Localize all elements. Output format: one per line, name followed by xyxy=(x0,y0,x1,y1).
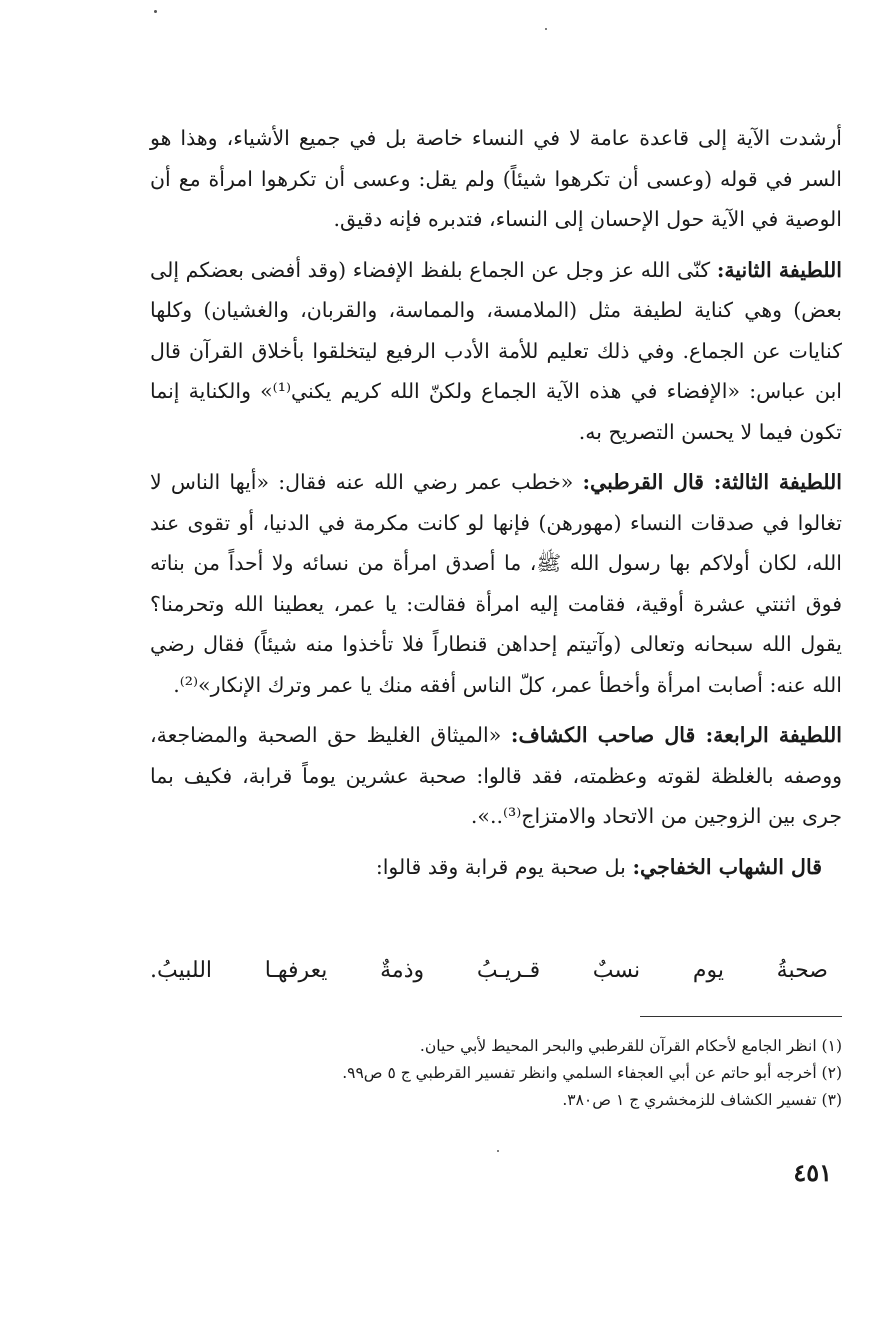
verse-word: نسبٌ xyxy=(592,957,641,983)
paragraph-text: أرشدت الآية إلى قاعدة عامة لا في النساء خاصة بل في جميع الأشياء، وهذا هو السر في قوله (وعسى أن تكرهوا شيئاً) ولم يقل: وعسى أن تكرهوا امرأة مع أن الوصية في الآية حول الإحسان إلى النساء، فتدبره فإنه دقيق. xyxy=(150,126,842,231)
verse-word: وذمةٌ xyxy=(380,957,425,983)
paragraph-fourth-subtlety xyxy=(150,715,842,837)
footnote-item: (٢) أخرجه أبو حاتم عن أبي العجفاء السلمي وانظر تفسير القرطبي ج ٥ ص٩٩. xyxy=(342,1064,842,1082)
paragraph-text: «خطب عمر رضي الله عنه فقال: «أيها الناس لا تغالوا في صدقات النساء (مهورهن) فإنها لو كانت مكرمة في الدنيا، أو تقوى عند الله، لكان أولاكم بها رسول الله ﷺ، ما أصدق امرأة من نسائه ولا أحداً من بناته فوق اثنتي عشرة أوقية، فقامت إليه امرأة فقالت: يا عمر، يعطينا الله وتحرمنا؟ يقول الله سبحانه وتعالى (وآتيتم إحداهن قنطاراً فلا تأخذوا منه شيئاً) فقال رضي الله عنه: أصابت امرأة وأخطأ عمر، كلّ الناس أفقه منك يا عمر وترك الإنكار»⁽²⁾. xyxy=(150,470,842,697)
paragraph-heading: اللطيفة الثانية: xyxy=(716,257,842,282)
poetry-verse xyxy=(150,948,842,992)
scan-speck xyxy=(154,10,157,13)
page-number: ٤٥١ xyxy=(793,1158,832,1187)
verse-word: اللبيبُ. xyxy=(150,957,213,983)
paragraph-text: «الميثاق الغليظ حق الصحبة والمضاجعة، ووصفه بالغلظة لقوته وعظمته، فقد قالوا: صحبة عشرين يوماً قرابة، فكيف بما جرى بين الزوجين من الاتحاد والامتزاج⁽³⁾..». xyxy=(150,723,842,828)
paragraph-intro xyxy=(150,118,842,240)
scan-speck xyxy=(497,1150,499,1152)
paragraph-second-subtlety xyxy=(150,250,842,453)
main-text xyxy=(150,118,842,887)
paragraph-text: كنّى الله عز وجل عن الجماع بلفظ الإفضاء (وقد أفضى بعضكم إلى بعض) وهي كناية لطيفة مثل (الملامسة، والمماسة، والقربان، والغشيان) وكلها كنايات عن الجماع. وفي ذلك تعليم للأمة الأدب الرفيع ليتخلقوا بأخلاق القرآن قال ابن عباس: «الإفضاء في هذه الآية الجماع ولكنّ الله كريم يكني⁽¹⁾» والكناية إنما تكون فيما لا يحسن التصريح به. xyxy=(150,257,842,444)
scan-speck xyxy=(545,28,547,30)
paragraph-heading: اللطيفة الرابعة: قال صاحب الكشاف: xyxy=(510,723,842,747)
paragraph-khafaji xyxy=(150,847,842,888)
paragraph-text: بل صحبة يوم قرابة وقد قالوا: xyxy=(375,854,626,879)
paragraph-heading: اللطيفة الثالثة: قال القرطبي: xyxy=(582,470,842,494)
verse-word: قـريـبُ xyxy=(476,957,541,983)
footnote-item: (٣) تفسير الكشاف للزمخشري ج ١ ص٣٨٠. xyxy=(562,1091,842,1109)
verse-word: صحبةُ xyxy=(776,957,828,983)
paragraph-heading: قال الشهاب الخفاجي: xyxy=(632,854,822,879)
footnote-divider xyxy=(640,1016,842,1017)
footnotes xyxy=(150,1033,842,1114)
paragraph-third-subtlety xyxy=(150,462,842,705)
footnote-item: (١) انظر الجامع لأحكام القرآن للقرطبي والبحر المحيط لأبي حيان. xyxy=(419,1037,842,1055)
verse-word: يعرفهـا xyxy=(264,957,328,983)
verse-word: يوم xyxy=(692,957,724,983)
